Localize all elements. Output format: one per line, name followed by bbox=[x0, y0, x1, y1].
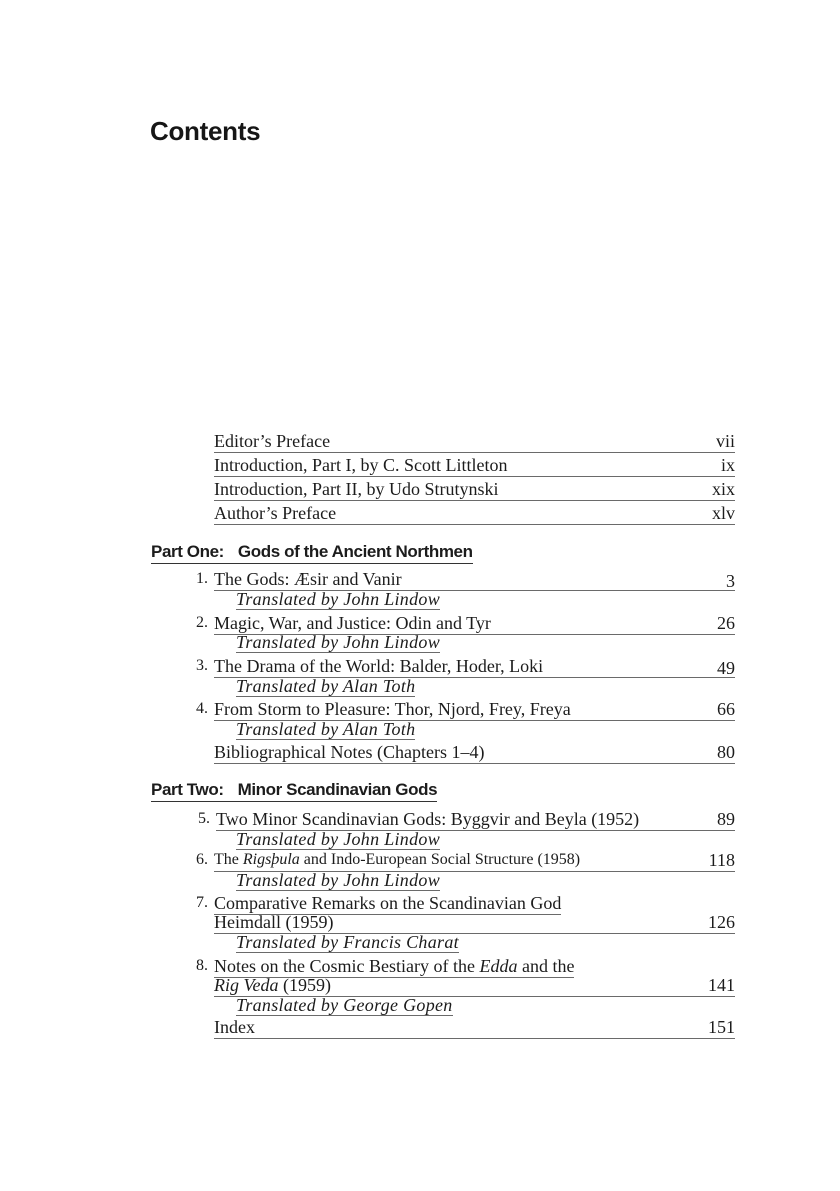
toc-page-number: 80 bbox=[717, 742, 735, 762]
toc-page-number: 49 bbox=[717, 658, 735, 678]
chapter-title-post: and Indo-European Social Structure (1958) bbox=[303, 851, 581, 868]
part-label: Part One: bbox=[151, 542, 224, 561]
notes-title: Bibliographical Notes (Chapters 1–4) bbox=[214, 741, 735, 764]
chapter-title: The Drama of the World: Balder, Hoder, Loki bbox=[214, 655, 735, 678]
toc-page-number: xlv bbox=[711, 503, 735, 523]
toc-page-number: 118 bbox=[708, 850, 735, 870]
chapter-number: 1. bbox=[196, 570, 208, 587]
chapter-translator: Translated by John Lindow bbox=[236, 829, 441, 849]
toc-page-number: xix bbox=[711, 479, 735, 499]
chapter-title-italic: Rigsþula bbox=[242, 851, 300, 868]
chapter-number: 3. bbox=[196, 657, 208, 674]
chapter-translator: Translated by Alan Toth bbox=[236, 719, 416, 739]
chapter-title bbox=[214, 849, 735, 872]
chapter-title: The Gods: Æsir and Vanir bbox=[214, 568, 735, 591]
toc-page-number: 3 bbox=[726, 571, 735, 591]
page-title: Contents bbox=[150, 116, 261, 146]
toc-entry-title: Editor’s Preface bbox=[214, 430, 735, 453]
chapter-number: 6. bbox=[196, 851, 208, 868]
chapter-translator: Translated by John Lindow bbox=[236, 589, 441, 609]
chapter-number: 5. bbox=[198, 810, 210, 827]
part-two-heading[interactable] bbox=[151, 779, 437, 802]
chapter-title-italic: Rig Veda bbox=[214, 975, 279, 995]
toc-entry-title: Introduction, Part I, by C. Scott Littleton bbox=[214, 454, 735, 477]
chapter-title: Two Minor Scandinavian Gods: Byggvir and Beyla (1952) bbox=[216, 808, 735, 831]
chapter-translator: Translated by John Lindow bbox=[236, 632, 441, 652]
toc-page-number: 141 bbox=[708, 975, 735, 995]
toc-entry-title: Author’s Preface bbox=[214, 502, 735, 525]
part-title: Minor Scandinavian Gods bbox=[237, 780, 438, 799]
chapter-translator: Translated by John Lindow bbox=[236, 870, 441, 890]
toc-page-number: 89 bbox=[717, 809, 735, 829]
chapter-number: 7. bbox=[196, 894, 208, 911]
chapter-title-post: and the bbox=[521, 956, 575, 976]
index-title: Index bbox=[214, 1016, 735, 1039]
chapter-title-line-2: Heimdall (1959) bbox=[214, 911, 735, 934]
toc-page-number: 26 bbox=[717, 613, 735, 633]
toc-page-number: 151 bbox=[708, 1017, 735, 1037]
chapter-translator: Translated by Alan Toth bbox=[236, 676, 416, 696]
chapter-number: 8. bbox=[196, 957, 208, 974]
chapter-translator: Translated by George Gopen bbox=[236, 995, 453, 1015]
toc-entry-title: Introduction, Part II, by Udo Strutynski bbox=[214, 478, 735, 501]
part-title: Gods of the Ancient Northmen bbox=[237, 542, 473, 561]
toc-page-number: vii bbox=[715, 431, 735, 451]
chapter-title-pre: The bbox=[214, 851, 239, 868]
part-label: Part Two: bbox=[151, 780, 224, 799]
chapter-title-post: (1959) bbox=[283, 975, 331, 995]
toc-page-number: ix bbox=[720, 455, 735, 475]
chapter-number: 4. bbox=[196, 700, 208, 717]
chapter-title: From Storm to Pleasure: Thor, Njord, Frey, Freya bbox=[214, 698, 735, 721]
chapter-title: Magic, War, and Justice: Odin and Tyr bbox=[214, 612, 735, 635]
chapter-title-italic: Edda bbox=[479, 956, 518, 976]
toc-page-number: 126 bbox=[708, 912, 735, 932]
chapter-number: 2. bbox=[196, 614, 208, 631]
chapter-translator: Translated by Francis Charat bbox=[236, 932, 459, 952]
chapter-title-pre: Notes on the Cosmic Bestiary of the bbox=[214, 956, 475, 976]
toc-page-number: 66 bbox=[717, 699, 735, 719]
chapter-title-line-2 bbox=[214, 974, 735, 997]
part-one-heading[interactable] bbox=[151, 541, 473, 564]
chapter-title-line-1: Comparative Remarks on the Scandinavian God bbox=[214, 893, 562, 913]
